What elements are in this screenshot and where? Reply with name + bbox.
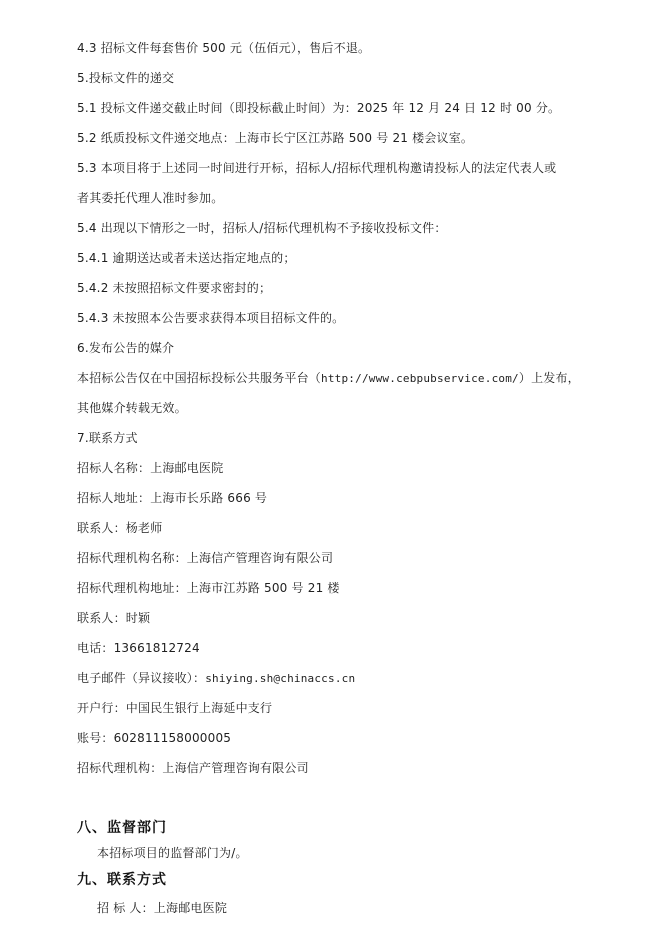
- rejection-condition-1: 5.4.1 逾期送达或者未送达指定地点的；: [77, 251, 296, 265]
- contact-tenderer-line: 招 标 人：上海邮电医院: [97, 901, 228, 915]
- email-line: [77, 670, 355, 687]
- email-link[interactable]: shiying.sh@chinaccs.cn: [205, 672, 356, 685]
- agency-signature-line: 招标代理机构：上海信产管理咨询有限公司: [77, 761, 309, 775]
- rejection-conditions-line: 5.4 出现以下情形之一时，招标人/招标代理机构不予接收投标文件：: [77, 221, 447, 235]
- rejection-condition-3: 5.4.3 未按照本公告要求获得本项目招标文件的。: [77, 311, 345, 325]
- account-number-line: 账号：602811158000005: [77, 731, 232, 745]
- contact-info-heading: 7.联系方式: [77, 431, 138, 445]
- supervision-section-heading: 八、监督部门: [77, 820, 167, 836]
- platform-url-link[interactable]: http://www.cebpubservice.com/: [321, 372, 519, 385]
- publication-platform-text-end: ）上发布，: [518, 371, 580, 385]
- publication-media-heading: 6.发布公告的媒介: [77, 341, 175, 355]
- bid-submission-heading: 5.投标文件的递交: [77, 71, 175, 85]
- tender-doc-price-line: 4.3 招标文件每套售价 500 元（伍佰元），售后不退。: [77, 41, 371, 55]
- reprint-invalid-line: 其他媒介转载无效。: [77, 401, 187, 415]
- tenderer-contact-line: 联系人：杨老师: [77, 521, 163, 535]
- paper-bid-location-line: 5.2 纸质投标文件递交地点：上海市长宁区江苏路 500 号 21 楼会议室。: [77, 131, 474, 145]
- bid-opening-line-continued: 者其委托代理人准时参加。: [77, 191, 224, 205]
- bank-line: 开户行：中国民生银行上海延中支行: [77, 701, 273, 715]
- rejection-condition-2: 5.4.2 未按照招标文件要求密封的；: [77, 281, 272, 295]
- phone-line: 电话：13661812724: [77, 641, 200, 655]
- publication-platform-line: [77, 370, 580, 387]
- bid-deadline-line: 5.1 投标文件递交截止时间（即投标截止时间）为：2025 年 12 月 24 日 12 时 00 分。: [77, 101, 561, 115]
- email-label: 电子邮件（异议接收）：: [77, 671, 206, 685]
- tenderer-name-line: 招标人名称：上海邮电医院: [77, 461, 224, 475]
- publication-platform-text-start: 本招标公告仅在中国招标投标公共服务平台（: [77, 371, 322, 385]
- supervision-body-line: 本招标项目的监督部门为/。: [97, 846, 248, 860]
- contact-section-heading: 九、联系方式: [77, 872, 167, 888]
- agency-name-line: 招标代理机构名称：上海信产管理咨询有限公司: [77, 551, 334, 565]
- agency-contact-line: 联系人：时颖: [77, 611, 151, 625]
- bid-opening-line: 5.3 本项目将于上述同一时间进行开标，招标人/招标代理机构邀请投标人的法定代表人或: [77, 161, 557, 175]
- agency-address-line: 招标代理机构地址：上海市江苏路 500 号 21 楼: [77, 581, 340, 595]
- tenderer-address-line: 招标人地址：上海市长乐路 666 号: [77, 491, 268, 505]
